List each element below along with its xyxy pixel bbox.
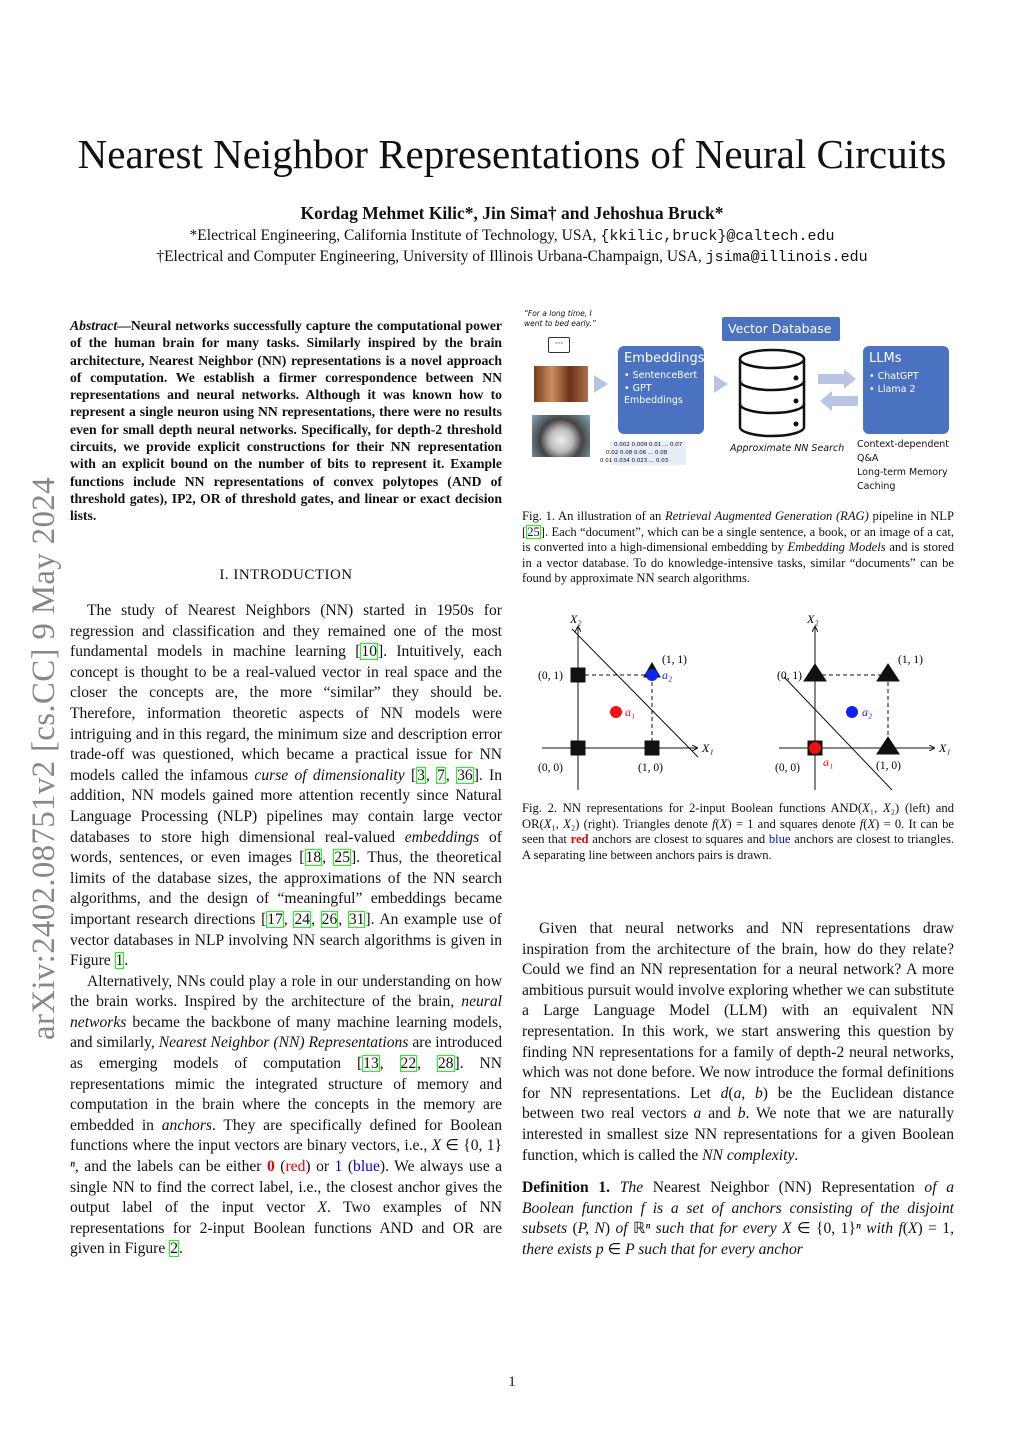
text-segment: blue xyxy=(768,832,791,847)
citation-link[interactable]: 2 xyxy=(170,1240,178,1258)
arrow-right-icon xyxy=(714,375,728,393)
speech-bubble-icon: ··· xyxy=(548,337,570,353)
text-segment: , there exists p xyxy=(522,1220,955,1258)
text-segment: red xyxy=(570,832,589,847)
text-segment: f xyxy=(712,816,716,831)
citation-link[interactable]: 7 xyxy=(437,766,445,784)
citation-link[interactable]: 22 xyxy=(400,1055,417,1073)
use-item: Long-term Memory xyxy=(857,467,948,478)
quote-text: “For a long time, I went to bed early.” xyxy=(524,309,596,328)
text-segment: The xyxy=(610,1179,653,1197)
text-segment: 0 xyxy=(266,1158,275,1176)
text-segment: ( xyxy=(728,1084,734,1102)
text-segment: anchors xyxy=(161,1116,212,1134)
citation-link[interactable]: 36 xyxy=(457,766,473,784)
llm-item: • ChatGPT xyxy=(869,371,919,382)
anchor-label-a1: a₁ xyxy=(823,755,834,769)
arrow-right-icon xyxy=(594,375,608,393)
citation-link[interactable]: 17 xyxy=(267,910,283,928)
vector-row: 0.002 0.009 0.01 ... 0.07 xyxy=(614,442,683,448)
citation-link[interactable]: 18 xyxy=(305,849,322,867)
embeddings-box xyxy=(618,346,704,434)
text-segment: ) = 1 and squares denote xyxy=(727,816,860,831)
text-segment: ∈ xyxy=(607,1240,622,1258)
llm-item: • Llama 2 xyxy=(869,384,916,395)
text-segment: embeddings xyxy=(404,828,480,846)
point-label: (1, 1) xyxy=(662,654,687,666)
use-item: Caching xyxy=(857,481,896,492)
text-segment: , xyxy=(338,910,348,928)
text-segment: ) = 1 xyxy=(917,1220,951,1238)
text-segment: , xyxy=(283,910,294,928)
point-label: (0, 1) xyxy=(538,670,563,682)
square-marker xyxy=(645,741,659,755)
triangle-marker xyxy=(877,737,899,754)
text-segment: ⁿ such that for every X xyxy=(645,1220,798,1238)
text-segment: The study of Nearest Neighbors (NN) started in 1950s for regression and classification and they remained one of the most fundamental models in machine learning [ xyxy=(70,602,502,661)
anchor-label-a1: a₁ xyxy=(625,705,636,719)
text-segment: b xyxy=(755,1084,763,1102)
text-segment: X xyxy=(543,816,552,831)
use-item: Context-dependent Q&A xyxy=(857,439,950,464)
paragraph xyxy=(70,972,502,1260)
citation-link[interactable]: 25 xyxy=(334,849,351,867)
text-segment: and is stored in a vector database. To do knowledge-intensive tasks, similar “documents” can be found by approximate NN search algorithms. xyxy=(522,540,954,586)
text-segment: and xyxy=(701,1105,738,1123)
citation-link[interactable]: 10 xyxy=(361,643,377,661)
square-marker xyxy=(571,668,585,682)
text-segment: anchors are closest to triangles. A separating line between anchors pairs is drawn. xyxy=(522,832,954,862)
citation-link[interactable]: 24 xyxy=(294,910,311,928)
text-segment: ( xyxy=(863,816,868,831)
text-segment: , xyxy=(311,910,321,928)
text-segment: ₁, xyxy=(551,816,564,831)
text-segment: . We note that we are naturally interested in smallest size NN representations for a given Boolean function, which is called the xyxy=(522,1105,954,1164)
anchor-a1 xyxy=(610,706,622,718)
text-segment: ]. Each “document”, which can be a single sentence, a book, or an image of a cat, is converted into a high-dimensional embedding by xyxy=(522,524,954,555)
search-label: Approximate NN Search xyxy=(730,443,845,454)
cat-image xyxy=(532,415,590,457)
abstract xyxy=(70,317,502,525)
text-segment: . xyxy=(124,952,129,970)
text-segment: X xyxy=(317,1199,327,1217)
text-segment: ) be the Euclidean distance between two real vectors xyxy=(522,1084,955,1123)
axis-label-x1: X₁ xyxy=(939,741,951,755)
text-segment: ₁, xyxy=(869,801,883,815)
text-segment: anchors are closest to squares and xyxy=(588,832,769,847)
text-segment: ]. In addition, NN models gained more attention recently since Natural Language Processing (NLP) pipelines may contain large vector databases to store high dimensional real-valued xyxy=(70,766,503,846)
text-segment: X xyxy=(867,816,876,831)
arxiv-identifier-stamp: arXiv:2402.08751v2 [cs.CC] 9 May 2024 xyxy=(26,477,62,1040)
text-segment: pipeline in NLP [ xyxy=(522,509,954,539)
text-segment: [ xyxy=(404,766,417,784)
anchor-a1 xyxy=(809,742,821,754)
text-segment: X xyxy=(882,801,891,815)
paper-title: Nearest Neighbor Representations of Neural Circuits xyxy=(77,131,947,177)
text-segment: ( xyxy=(715,816,720,831)
vector-row: 0.01 0.034 0.023 ... 0.03 xyxy=(600,458,669,464)
embedding-vectors xyxy=(600,441,686,465)
text-segment: X xyxy=(431,1137,442,1155)
text-segment: ). We always use a single NN to find the correct label, i.e., the closest anchor gives the output label of the input vector xyxy=(70,1158,503,1217)
citation-link[interactable]: 1 xyxy=(115,952,124,970)
text-segment: X xyxy=(862,801,870,815)
point-label: (1, 1) xyxy=(898,654,923,666)
text-segment: P, N xyxy=(577,1220,605,1238)
separating-line xyxy=(784,677,892,790)
llms-box xyxy=(863,346,949,434)
vector-database-label: Vector Database xyxy=(722,317,840,341)
embeddings-title: Embeddings xyxy=(624,351,705,366)
text-segment: . xyxy=(178,1240,183,1258)
text-segment: . xyxy=(794,1146,799,1164)
text-segment: ]. NN representations mimic the integrated structure of memory and computation in the brain where the concepts in the memory are embedded in xyxy=(70,1055,503,1134)
text-segment: ℝ xyxy=(633,1220,646,1238)
text-segment: ) xyxy=(604,1220,611,1238)
citation-link[interactable]: 26 xyxy=(321,910,338,928)
bidirectional-arrows-icon xyxy=(818,369,858,411)
text-segment: ]. An example use of vector databases in NLP involving NN search algorithms is given in Figure xyxy=(70,910,503,970)
text-segment: ( xyxy=(274,1158,286,1176)
vector-row: 0.02 0.08 0.06 ... 0.08 xyxy=(606,450,668,456)
figure-1-rag-pipeline xyxy=(522,305,954,505)
text-segment: a xyxy=(693,1105,702,1123)
email-link[interactable]: {kkilic,bruck}@caltech.edu xyxy=(600,228,835,245)
axis-label-x2: X₂ xyxy=(807,612,819,626)
text-segment: d xyxy=(720,1084,729,1102)
text-segment: Given that neural networks and NN representations draw inspiration from the architecture of the brain, how do they relate? Could we find an NN representation for a neural network? A more ambitious pursuit would involve exploring whether we can substitute a Large Language Model (LLM) with an equivalent NN representation. In this work, we start answering this question by finding NN representations for a family of depth-2 neural networks, which was not done before. We now introduce the formal definitions for NN representations. Let xyxy=(522,920,954,1102)
text-segment: —Neural networks successfully capture the computational power of the human brain for many tasks. Similarly inspired by the brain architecture, Nearest Neighbor (NN) representations is a novel approach of computation. We establish a firmer correspondence between NN representations and neural networks. Although it was known how to represent a single neuron using NN representations, there were no results even for small depth neural networks. Specifically, for depth-2 threshold circuits, we provide explicit constructions for their NN representation with an explicit bound on the number of bits to represent it. Example functions include NN representations of convex polytopes (AND of threshold gates), IP2, OR of threshold gates, and linear or exact decision lists. xyxy=(70,318,502,524)
database-icon xyxy=(736,347,808,439)
text-segment: of words, sentences, or even images [ xyxy=(70,828,503,867)
text-segment: . They are specifically defined for Boolean functions where the input vectors are binary vectors, i.e., xyxy=(70,1116,502,1155)
text-segment: 1 xyxy=(334,1158,343,1176)
right-column-body xyxy=(522,919,954,1261)
text-segment: ( xyxy=(572,1220,578,1238)
axis-label-x1: X₁ xyxy=(702,741,714,755)
embeddings-item: • SentenceBert xyxy=(624,370,698,381)
text-segment: f xyxy=(859,816,864,831)
separating-line xyxy=(572,629,698,757)
text-segment: Retrieval Augmented Generation (RAG) xyxy=(665,509,869,523)
text-segment: became the backbone of many machine learning models, and similarly, xyxy=(70,1013,502,1052)
text-segment: ⁿ xyxy=(70,1158,75,1176)
text-segment: red xyxy=(285,1158,306,1176)
triangle-marker xyxy=(804,664,826,681)
text-segment: X xyxy=(907,1220,918,1238)
email-link[interactable]: jsima@illinois.edu xyxy=(705,249,868,266)
embeddings-item: • GPT Embeddings xyxy=(624,382,683,406)
text-segment: a xyxy=(733,1084,742,1102)
page-number: 1 xyxy=(508,1374,516,1390)
text-segment: ]. Thus, the theoretical limits of the database sizes, the approximations of the NN search algorithms, and the design of “meaningful” embeddings became important research directions [ xyxy=(70,849,502,928)
text-segment: Fig. 1. An illustration of an xyxy=(522,509,666,523)
text-segment: blue xyxy=(353,1158,380,1176)
definition-1 xyxy=(522,1178,954,1260)
point-label: (0, 1) xyxy=(777,670,802,682)
text-segment: , xyxy=(741,1084,755,1102)
text-segment: X xyxy=(719,816,728,831)
figure-2-nn-representations xyxy=(522,605,962,790)
text-segment: Nearest Neighbor (NN) Representations xyxy=(158,1034,409,1052)
affiliation-text: †Electrical and Computer Engineering, University of Illinois Urbana-Champaign, USA, xyxy=(156,248,706,265)
text-segment: ∈ {0, 1} xyxy=(797,1220,856,1238)
point-label: (0, 0) xyxy=(538,762,563,774)
section-heading-introduction: I. INTRODUCTION xyxy=(219,567,353,583)
text-segment: Alternatively, NNs could play a role in our understanding on how the brain works. Inspired by the architecture of the brain, xyxy=(70,972,502,1011)
text-segment: P such that for every anchor xyxy=(621,1240,803,1258)
square-marker xyxy=(571,741,585,755)
text-segment: Abstract xyxy=(70,318,118,333)
text-segment: of a Boolean function f is a set of anchors consisting of the disjoint subsets xyxy=(522,1179,955,1238)
point-label: (1, 0) xyxy=(638,762,663,774)
text-segment: are introduced as emerging models of computation [ xyxy=(70,1034,502,1073)
text-segment: of xyxy=(610,1220,634,1238)
text-segment: , xyxy=(417,1055,437,1073)
point-label: (0, 0) xyxy=(775,762,800,774)
text-segment: Embedding Models xyxy=(787,540,886,555)
text-segment: neural networks xyxy=(70,993,502,1031)
citation-link[interactable]: 31 xyxy=(348,910,365,928)
text-segment: NN complexity xyxy=(702,1146,795,1164)
llm-uses xyxy=(857,438,957,494)
introduction-body xyxy=(70,601,502,1260)
text-segment: ( xyxy=(342,1158,354,1176)
text-segment: , xyxy=(425,766,437,784)
text-segment: X xyxy=(563,816,571,831)
text-segment: , xyxy=(322,849,334,867)
affiliation-2 xyxy=(0,248,1024,266)
author-list: Kordag Mehmet Kilic*, Jin Sima† and Jehoshua Bruck* xyxy=(300,203,724,223)
affiliation-1 xyxy=(0,227,1024,245)
text-segment: . Two examples of NN representations for 2-input Boolean functions AND and OR are given in Figure xyxy=(70,1199,503,1258)
library-books-image xyxy=(534,366,588,402)
text-segment: ]. Intuitively, each concept is thought to be a real-valued vector in real space and the closer the concepts are, the more “similar” they should be. Therefore, information theoretic aspects of NN models were intriguing and in this regard, the minimum size and description error trade-off was questioned, which became a practical issue for NN models called the infamous xyxy=(70,643,502,784)
text-segment: curse of dimensionality xyxy=(254,766,405,784)
text-segment: , and the labels can be either xyxy=(74,1158,267,1176)
figure-2-caption xyxy=(522,801,954,863)
text-segment: Fig. 2. NN representations for 2-input Boolean functions AND( xyxy=(522,801,863,815)
anchor-a2 xyxy=(646,669,658,681)
paragraph xyxy=(70,601,502,972)
text-segment: ∈ {0, 1} xyxy=(441,1137,502,1155)
text-segment: b xyxy=(737,1105,746,1123)
anchor-a2 xyxy=(846,706,858,718)
anchor-label-a2: a₂ xyxy=(662,668,673,682)
citation-link[interactable]: 3 xyxy=(417,766,425,784)
anchor-label-a2: a₂ xyxy=(862,705,873,719)
axis-label-x2: X₂ xyxy=(570,612,582,626)
text-segment: , xyxy=(379,1055,400,1073)
text-segment: ₂) (right). Triangles denote xyxy=(570,816,713,831)
paragraph xyxy=(522,919,954,1166)
affiliation-text: *Electrical Engineering, California Institute of Technology, USA, xyxy=(189,227,601,244)
llms-title: LLMs xyxy=(869,351,902,366)
text-segment: Definition 1. xyxy=(522,1179,611,1197)
text-segment: , xyxy=(445,766,457,784)
point-label: (1, 0) xyxy=(876,760,901,772)
citation-link[interactable]: 28 xyxy=(437,1055,454,1073)
triangle-marker xyxy=(877,664,899,681)
text-segment: ) or xyxy=(305,1158,335,1176)
text-segment: Nearest Neighbor (NN) Representation xyxy=(652,1179,915,1197)
text-segment: ⁿ with f xyxy=(855,1220,903,1238)
citation-link[interactable]: 25 xyxy=(527,524,540,539)
citation-link[interactable]: 13 xyxy=(363,1055,379,1073)
figure-1-caption xyxy=(522,509,954,587)
text-segment: ₂) (left) and OR( xyxy=(522,801,954,831)
text-segment: ) = 0. It can be seen that xyxy=(522,816,954,847)
text-segment: ( xyxy=(902,1220,908,1238)
